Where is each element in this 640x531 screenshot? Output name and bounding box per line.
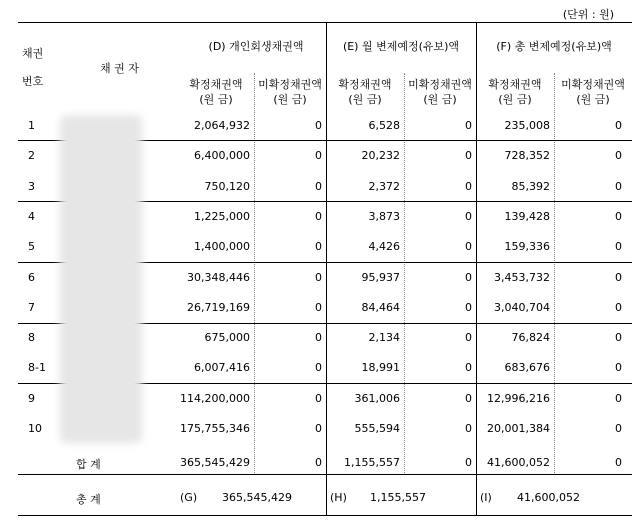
cell-creditor-no: 8-1: [28, 361, 46, 375]
cell-creditor-no: 5: [28, 240, 35, 254]
cell-f-confirmed: 728,352: [504, 149, 550, 163]
subtotal-d-confirmed: 365,545,429: [180, 456, 250, 469]
cell-e-unconfirmed: 0: [465, 240, 472, 254]
cell-f-confirmed: 85,392: [511, 179, 550, 193]
unit-label: (단위 : 원): [562, 8, 614, 21]
rule-before-total: [18, 474, 632, 475]
cell-f-confirmed: 3,040,704: [494, 300, 550, 314]
cell-d-unconfirmed: 0: [315, 270, 322, 284]
cell-creditor-no: 9: [28, 391, 35, 405]
cell-f-confirmed: 139,428: [504, 209, 550, 223]
cell-d-unconfirmed: 0: [315, 422, 322, 435]
total-g-value: 365,545,429: [222, 491, 292, 504]
cell-creditor-no: 7: [28, 300, 35, 314]
cell-e-unconfirmed: 0: [465, 361, 472, 375]
cell-e-confirmed: 555,594: [354, 422, 400, 435]
cell-f-confirmed: 235,008: [504, 119, 550, 132]
total-label: 총 계: [76, 493, 101, 506]
cell-creditor-no: 8: [28, 331, 35, 345]
cell-e-unconfirmed: 0: [465, 119, 472, 132]
cell-f-unconfirmed: 0: [615, 240, 622, 254]
cell-d-unconfirmed: 0: [315, 391, 322, 405]
cell-creditor-no: 6: [28, 270, 35, 284]
cell-e-confirmed: 95,937: [361, 270, 400, 284]
cell-e-unconfirmed: 0: [465, 270, 472, 284]
cell-f-unconfirmed: 0: [615, 300, 622, 314]
total-i-value: 41,600,052: [517, 491, 580, 504]
cell-d-confirmed: 30,348,446: [187, 270, 250, 284]
cell-d-unconfirmed: 0: [315, 300, 322, 314]
cell-e-confirmed: 361,006: [354, 391, 400, 405]
cell-e-confirmed: 18,991: [361, 361, 400, 375]
header-d-won: (원 금): [199, 93, 233, 106]
cell-e-unconfirmed: 0: [465, 209, 472, 223]
cell-d-unconfirmed: 0: [315, 240, 322, 254]
cell-creditor-no: 1: [28, 119, 35, 132]
cell-f-confirmed: 12,996,216: [487, 391, 550, 405]
cell-f-unconfirmed: 0: [615, 422, 622, 435]
cell-creditor-no: 10: [28, 422, 42, 435]
total-i-label: (I): [480, 491, 492, 504]
cell-e-unconfirmed: 0: [465, 179, 472, 193]
cell-d-confirmed: 2,064,932: [194, 119, 250, 132]
cell-e-confirmed: 3,873: [368, 209, 400, 223]
subtotal-f-unconfirmed: 0: [615, 456, 622, 469]
cell-e-confirmed: 2,134: [368, 331, 400, 345]
header-f-unconfirmed: 미확정채권액: [561, 78, 625, 91]
cell-e-unconfirmed: 0: [465, 300, 472, 314]
header-f-unconf-won: (원 금): [576, 93, 610, 106]
cell-f-unconfirmed: 0: [615, 361, 622, 375]
cell-f-confirmed: 3,453,732: [494, 270, 550, 284]
cell-e-unconfirmed: 0: [465, 422, 472, 435]
cell-d-confirmed: 26,719,169: [187, 300, 250, 314]
cell-creditor-no: 2: [28, 149, 35, 163]
cell-f-unconfirmed: 0: [615, 270, 622, 284]
cell-e-unconfirmed: 0: [465, 391, 472, 405]
cell-f-unconfirmed: 0: [615, 209, 622, 223]
cell-d-unconfirmed: 0: [315, 119, 322, 132]
header-e-unconfirmed: 미확정채권액: [408, 78, 472, 91]
cell-e-confirmed: 4,426: [368, 240, 400, 254]
cell-f-unconfirmed: 0: [615, 179, 622, 193]
cell-e-confirmed: 2,372: [368, 179, 400, 193]
cell-d-unconfirmed: 0: [315, 361, 322, 375]
total-g-label: (G): [180, 491, 198, 504]
cell-creditor-no: 4: [28, 209, 35, 223]
header-f-confirmed: 확정채권액: [488, 78, 542, 91]
cell-d-unconfirmed: 0: [315, 179, 322, 193]
cell-creditor-no: 3: [28, 179, 35, 193]
header-creditor-no-1: 채권: [22, 47, 44, 60]
cell-d-confirmed: 675,000: [204, 331, 250, 345]
cell-f-confirmed: 76,824: [511, 331, 550, 345]
cell-f-confirmed: 20,001,384: [487, 422, 550, 435]
cell-d-confirmed: 1,400,000: [194, 240, 250, 254]
redacted-creditor-names: [60, 115, 142, 443]
header-group-e: (E) 월 변제예정(유보)액: [342, 40, 460, 53]
cell-d-confirmed: 114,200,000: [180, 391, 250, 405]
total-h-value: 1,155,557: [370, 491, 426, 504]
subtotal-label: 합 계: [76, 458, 101, 471]
header-creditor-no-2: 번호: [22, 75, 44, 88]
total-h-label: (H): [330, 491, 347, 504]
cell-f-unconfirmed: 0: [615, 391, 622, 405]
header-d-unconfirmed: 미확정채권액: [258, 78, 322, 91]
cell-e-confirmed: 20,232: [361, 149, 400, 163]
cell-d-confirmed: 6,400,000: [194, 149, 250, 163]
cell-d-unconfirmed: 0: [315, 209, 322, 223]
cell-f-confirmed: 683,676: [504, 361, 550, 375]
cell-f-unconfirmed: 0: [615, 149, 622, 163]
header-e-unconf-won: (원 금): [423, 93, 457, 106]
header-group-d: (D) 개인회생채권액: [208, 40, 304, 53]
cell-f-confirmed: 159,336: [504, 240, 550, 254]
header-d-confirmed: 확정채권액: [189, 78, 243, 91]
cell-d-confirmed: 750,120: [204, 179, 250, 193]
subtotal-f-confirmed: 41,600,052: [487, 456, 550, 469]
subtotal-e-unconfirmed: 0: [465, 456, 472, 469]
cell-d-unconfirmed: 0: [315, 149, 322, 163]
cell-f-unconfirmed: 0: [615, 331, 622, 345]
cell-e-unconfirmed: 0: [465, 331, 472, 345]
header-e-won: (원 금): [348, 93, 382, 106]
header-f-won: (원 금): [498, 93, 532, 106]
header-e-confirmed: 확정채권액: [338, 78, 392, 91]
header-group-f: (F) 총 변제예정(유보)액: [496, 40, 612, 53]
cell-e-unconfirmed: 0: [465, 149, 472, 163]
cell-e-confirmed: 84,464: [361, 300, 400, 314]
header-creditor: 채 권 자: [100, 62, 139, 75]
header-d-unconf-won: (원 금): [273, 93, 307, 106]
cell-d-unconfirmed: 0: [315, 331, 322, 345]
subtotal-d-unconfirmed: 0: [315, 456, 322, 469]
subtotal-e-confirmed: 1,155,557: [344, 456, 400, 469]
cell-d-confirmed: 175,755,346: [180, 422, 250, 435]
cell-d-confirmed: 6,007,416: [194, 361, 250, 375]
cell-d-confirmed: 1,225,000: [194, 209, 250, 223]
repayment-table: [18, 22, 632, 516]
cell-f-unconfirmed: 0: [615, 119, 622, 132]
cell-e-confirmed: 6,528: [368, 119, 400, 132]
